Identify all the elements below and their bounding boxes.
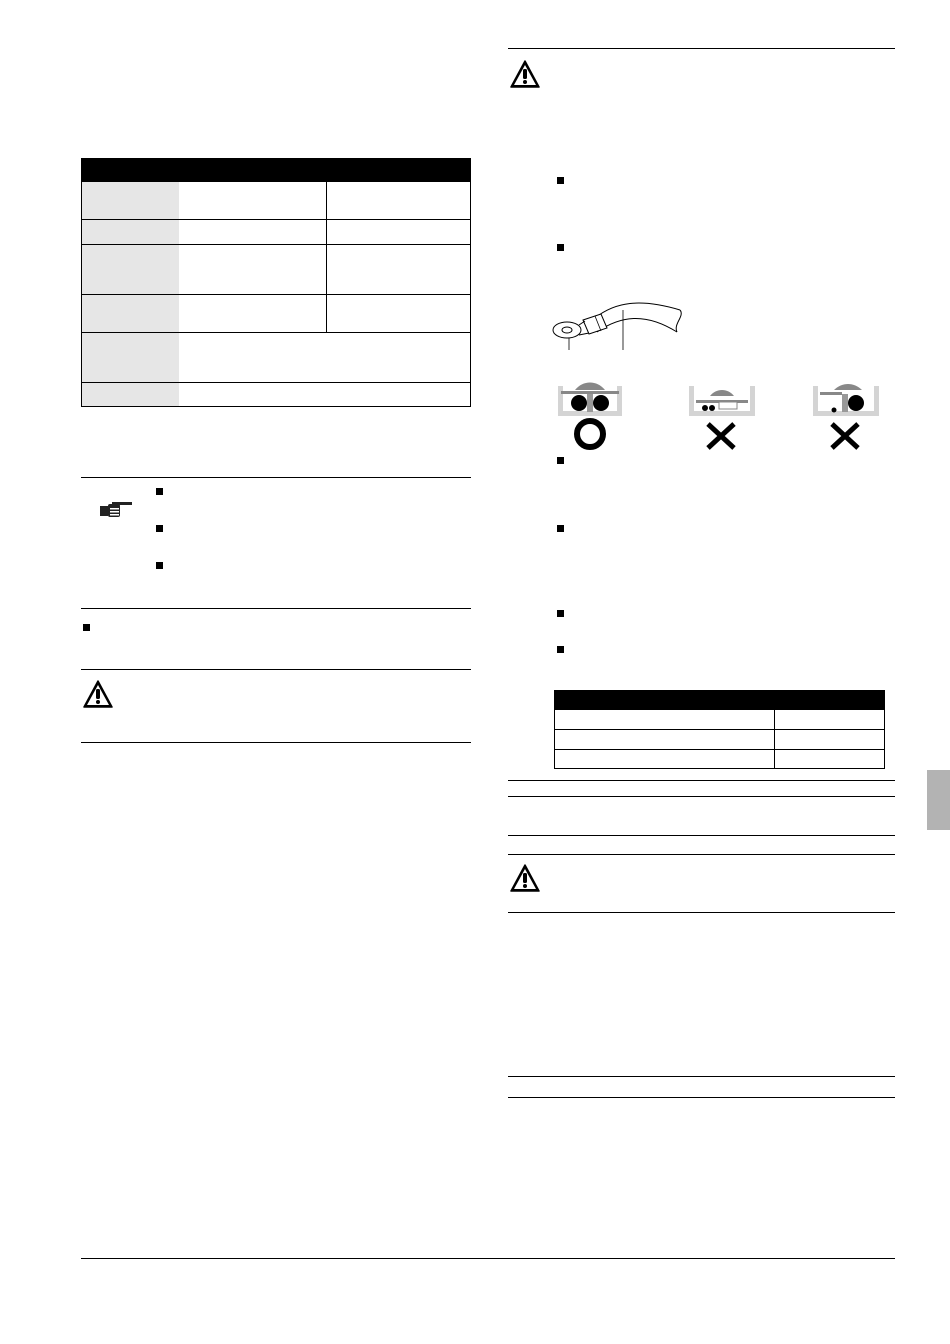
- section-rule: [508, 835, 895, 836]
- warning-triangle-icon: [510, 60, 540, 88]
- warning-top-rule: [81, 669, 471, 670]
- specs-row-label: [81, 245, 179, 294]
- list-bullet: [557, 525, 564, 532]
- section-rule: [508, 1097, 895, 1098]
- note-bottom-rule: [81, 608, 471, 609]
- list-bullet: [557, 244, 564, 251]
- note-hand-icon: [98, 500, 134, 520]
- warning-triangle-icon: [510, 864, 540, 892]
- crimp-terminal-illustration: [545, 290, 695, 352]
- right-top-rule: [508, 48, 895, 49]
- list-bullet: [557, 177, 564, 184]
- specs-row-label: [81, 295, 179, 332]
- tightening-table-header: [554, 690, 885, 710]
- warning-triangle-icon: [83, 680, 113, 708]
- list-bullet: [557, 646, 564, 653]
- list-bullet: [557, 457, 564, 464]
- section-rule: [508, 912, 895, 913]
- note-bullet: [156, 562, 163, 569]
- connection-wrong-diagram: [810, 380, 882, 450]
- section-rule: [508, 854, 895, 855]
- specs-row-label: [81, 220, 179, 244]
- connection-wrong-diagram: [686, 380, 758, 450]
- note-bullet: [156, 525, 163, 532]
- note-top-rule: [81, 477, 471, 478]
- section-rule: [508, 1076, 895, 1077]
- connection-correct-diagram: [555, 380, 625, 450]
- list-bullet: [557, 610, 564, 617]
- specs-table-header: [81, 158, 471, 182]
- side-tab-marker: [927, 770, 950, 830]
- specs-row-label: [81, 383, 179, 406]
- specs-row-label: [81, 182, 179, 219]
- specs-row-label: [81, 333, 179, 382]
- section-rule: [508, 780, 895, 781]
- list-bullet: [83, 624, 90, 631]
- note-bullet: [156, 488, 163, 495]
- section-rule: [508, 796, 895, 797]
- footer-rule: [81, 1258, 895, 1259]
- warning-bottom-rule: [81, 742, 471, 743]
